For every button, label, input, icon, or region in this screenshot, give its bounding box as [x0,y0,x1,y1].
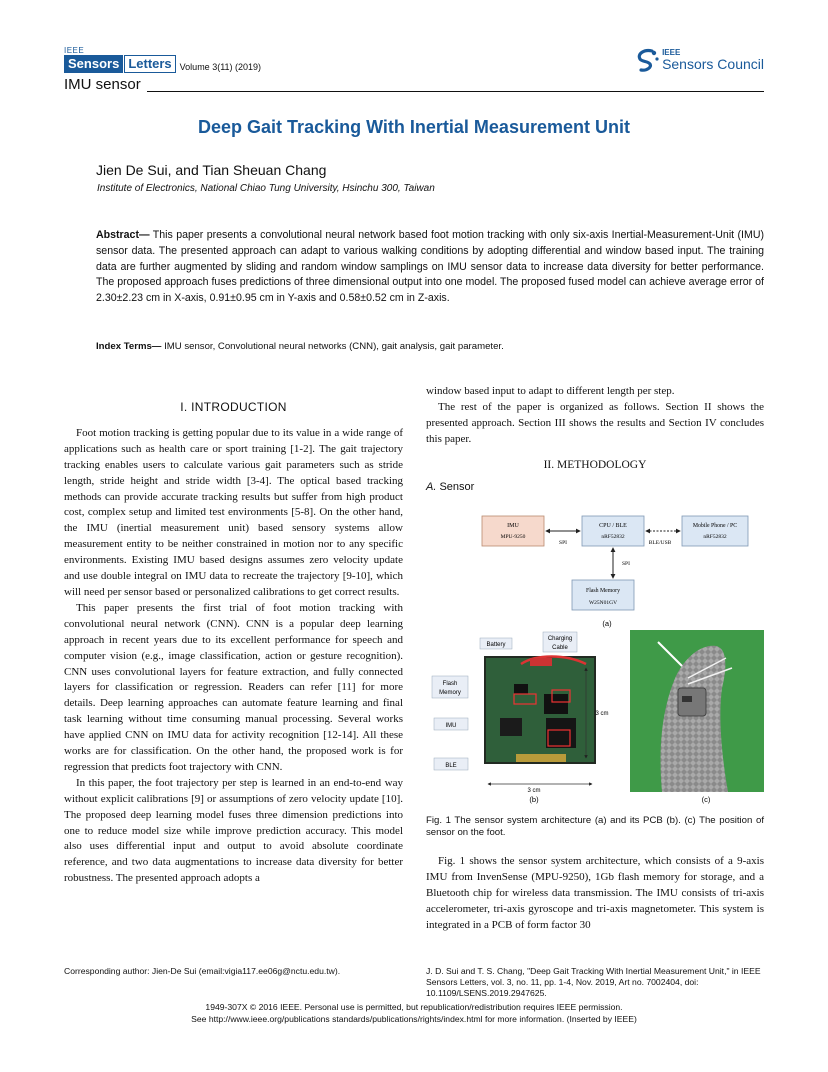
copyright-line-1: 1949-307X © 2016 IEEE. Personal use is permitted, but republication/redistribution requires IEEE permission. [205,1002,623,1012]
right-column-top [426,384,764,495]
imu-block [482,516,544,546]
chip-imu [514,684,528,694]
copyright-notice [0,1002,828,1025]
right-column-bottom [426,854,764,934]
council-name: Sensors Council [662,56,764,72]
pcb-edge [516,754,566,762]
chip-ble [546,718,576,748]
block-diagram [482,516,748,628]
topic-label: IMU sensor [64,76,141,93]
cpu-block-label: CPU / BLE [599,523,627,529]
figure-label-a: (a) [602,619,612,628]
ieee-label: IEEE [64,46,85,55]
chip-regulator [500,718,522,736]
council-swoosh-icon [634,48,660,72]
subsection-heading-sensor [426,480,764,496]
cable-label: Cable [552,645,568,651]
abstract-text: This paper presents a convolutional neural network based foot motion tracking with only six-axis Inertial-Measurement-Unit (IMU) sensor data. The presented approach can adapt to various walking conditions by adopting differential and window based input. The training data are further augmented by sliding and random window samplings on IMU sensor data to increase data diversity for better performance. The proposed approach fuses predictions of three dimensional output into one model. The proposed fused model can achieve average error of 2.30±2.23 cm in X-axis, 0.91±0.95 cm in Y-axis and 0.58±0.52 cm in Z-axis. [96,229,764,305]
phone-block-label: Mobile Phone / PC [692,523,738,529]
charging-label: Charging [547,636,573,642]
ble-tag-label: BLE [445,763,457,769]
corresponding-author: Corresponding author: Jien-De Sui (email:vigia117.ee06g@nctu.edu.tw). [64,966,341,976]
flash-part-label: W25N01GV [588,600,618,606]
section-heading-introduction: I. INTRODUCTION [180,400,287,414]
paper-authors: Jien De Sui, and Tian Sheuan Chang [96,162,327,178]
sensors-council-logo [634,48,764,72]
figure-1 [426,508,764,810]
spi-label-1: SPI [559,540,567,546]
subsection-title: Sensor [436,480,475,493]
cpu-part-label: nRF52832 [601,534,625,540]
journal-brand [64,55,261,73]
flash-tag-label-2: Memory [439,690,461,696]
cpu-block [582,516,644,546]
imu-tag-label: IMU [445,723,457,729]
copyright-line-2: See http://www.ieee.org/publications standards/publications/rights/index.html for more information. (Inserted by IEEE) [191,1013,637,1024]
paragraph: This paper presents the first trial of foot motion tracking with convolutional neural network (CNN). CNN is a popular deep learning approach in recent years due to its excellent performance for speech and computer vision (e.g., image classification, action or gesture recognition). CNN uses convolutional layers for feature extraction, and fully connected layers for classification or regression. Readers can refer [11] for more details. Deep learning approaches can automate feature learning and final task learning without time consuming manual processing. Several works have applied CNN on IMU data for activity recognition [12-14]. All these works are for classification. On the other hand, the proposed work is for regression that predicts foot trajectory with CNN. [64,601,403,773]
flash-block-label: Flash Memory [586,588,620,594]
figure-caption: Fig. 1 The sensor system architecture (a) and its PCB (b). (c) The position of sensor on the foot. [426,815,764,838]
pcb-surface [486,658,594,762]
pcb-photo [432,632,609,804]
abstract-label: Abstract— [96,229,150,241]
abstract [96,228,764,307]
index-terms [96,341,764,352]
left-column [64,400,403,887]
paper-title: Deep Gait Tracking With Inertial Measurement Unit [198,117,630,137]
figure-label-b: (b) [529,795,539,804]
index-terms-label: Index Terms— [96,341,162,352]
imu-part-label: MPU-9250 [500,534,526,540]
figure-label-c: (c) [701,795,711,804]
journal-masthead [64,46,261,73]
index-terms-text: IMU sensor, Convolutional neural networks (CNN), gait analysis, gait parameter. [161,341,504,352]
paragraph: Foot motion tracking is getting popular due to its value in a wide range of applications such as health care or sport training [1-2]. The gait trajectory tracking enables users to calculate various gait parameters such as stride length, stride height and stride width [3-4]. The optical based tracking methods can provide accurate tracking results but suffer from high product cost, complex setup and limited test environments [5-8]. On the other hand, the IMU (inertial measurement unit) based sensory systems allow measurement entity to be neither constrained in motion nor to any specific environments. Existing IMU based designs assumes zero velocity update and use double integral on IMU data to recreate the trajectory [9-10], which will need per sensor based or personalized calibrations to get correct results. [64,426,403,598]
topic-row [64,76,764,94]
phone-block [682,516,748,546]
author-affiliation: Institute of Electronics, National Chiao Tung University, Hsinchu 300, Taiwan [97,183,435,194]
horizontal-dimension-label: 3 cm [527,788,541,794]
foot-photo [630,630,764,804]
council-ieee: IEEE [662,48,681,57]
paragraph: The rest of the paper is organized as follows. Section II shows the presented approach. Section III shows the results and Section IV concludes this paper. [426,400,764,445]
ble-usb-label: BLE/USB [648,540,672,546]
phone-part-label: nRF52832 [703,534,727,540]
spi-label-2: SPI [622,561,630,567]
imu-block-label: IMU [507,523,519,529]
citation: J. D. Sui and T. S. Chang, "Deep Gait Tracking With Inertial Measurement Unit," in IEEE Sensors Letters, vol. 3, no. 11, pp. 1-4, Nov. 2019, Art no. 7002404, doi: 10.1109/LSENS.2019.2947625. [426,966,761,998]
sensor-display [682,696,692,702]
topic-rule [147,91,764,92]
brand-letters: Letters [124,55,175,73]
paragraph: Fig. 1 shows the sensor system architecture, which consists of a 9-axis IMU from InvenSense (MPU-9250), 1Gb flash memory for storage, and a Bluetooth chip for wireless data transmission. The IMU consists of tri-axis accelerometer, tri-axis gyroscope and tri-axis magnetometer. This system is integrated in a PCB of form factor 30 [426,855,764,931]
flash-tag-label-1: Flash [442,681,458,687]
battery-connector [530,658,552,666]
volume-info: Volume 3(11) (2019) [179,62,262,72]
vertical-dimension-label: 3 cm [595,711,609,717]
paragraph: window based input to adapt to different length per step. [426,385,675,397]
section-heading-methodology: II. METHODOLOGY [543,458,647,471]
chip-flash [544,694,568,714]
paragraph: In this paper, the foot trajectory per step is learned in an end-to-end way without explicit calibrations [9] or assumptions of zero velocity update [10]. The proposed deep learning model fuses three dimension predictions into one to reduce model size while improve prediction accuracy. This model also uses differential input and output to avoid absolute coordinate reference, and two data augmentations to increase data diversity for better robustness. The presented approach adopts a [64,776,403,885]
subsection-letter: A. [426,480,437,493]
battery-label: Battery [486,642,506,648]
brand-sensors: Sensors [64,55,123,73]
